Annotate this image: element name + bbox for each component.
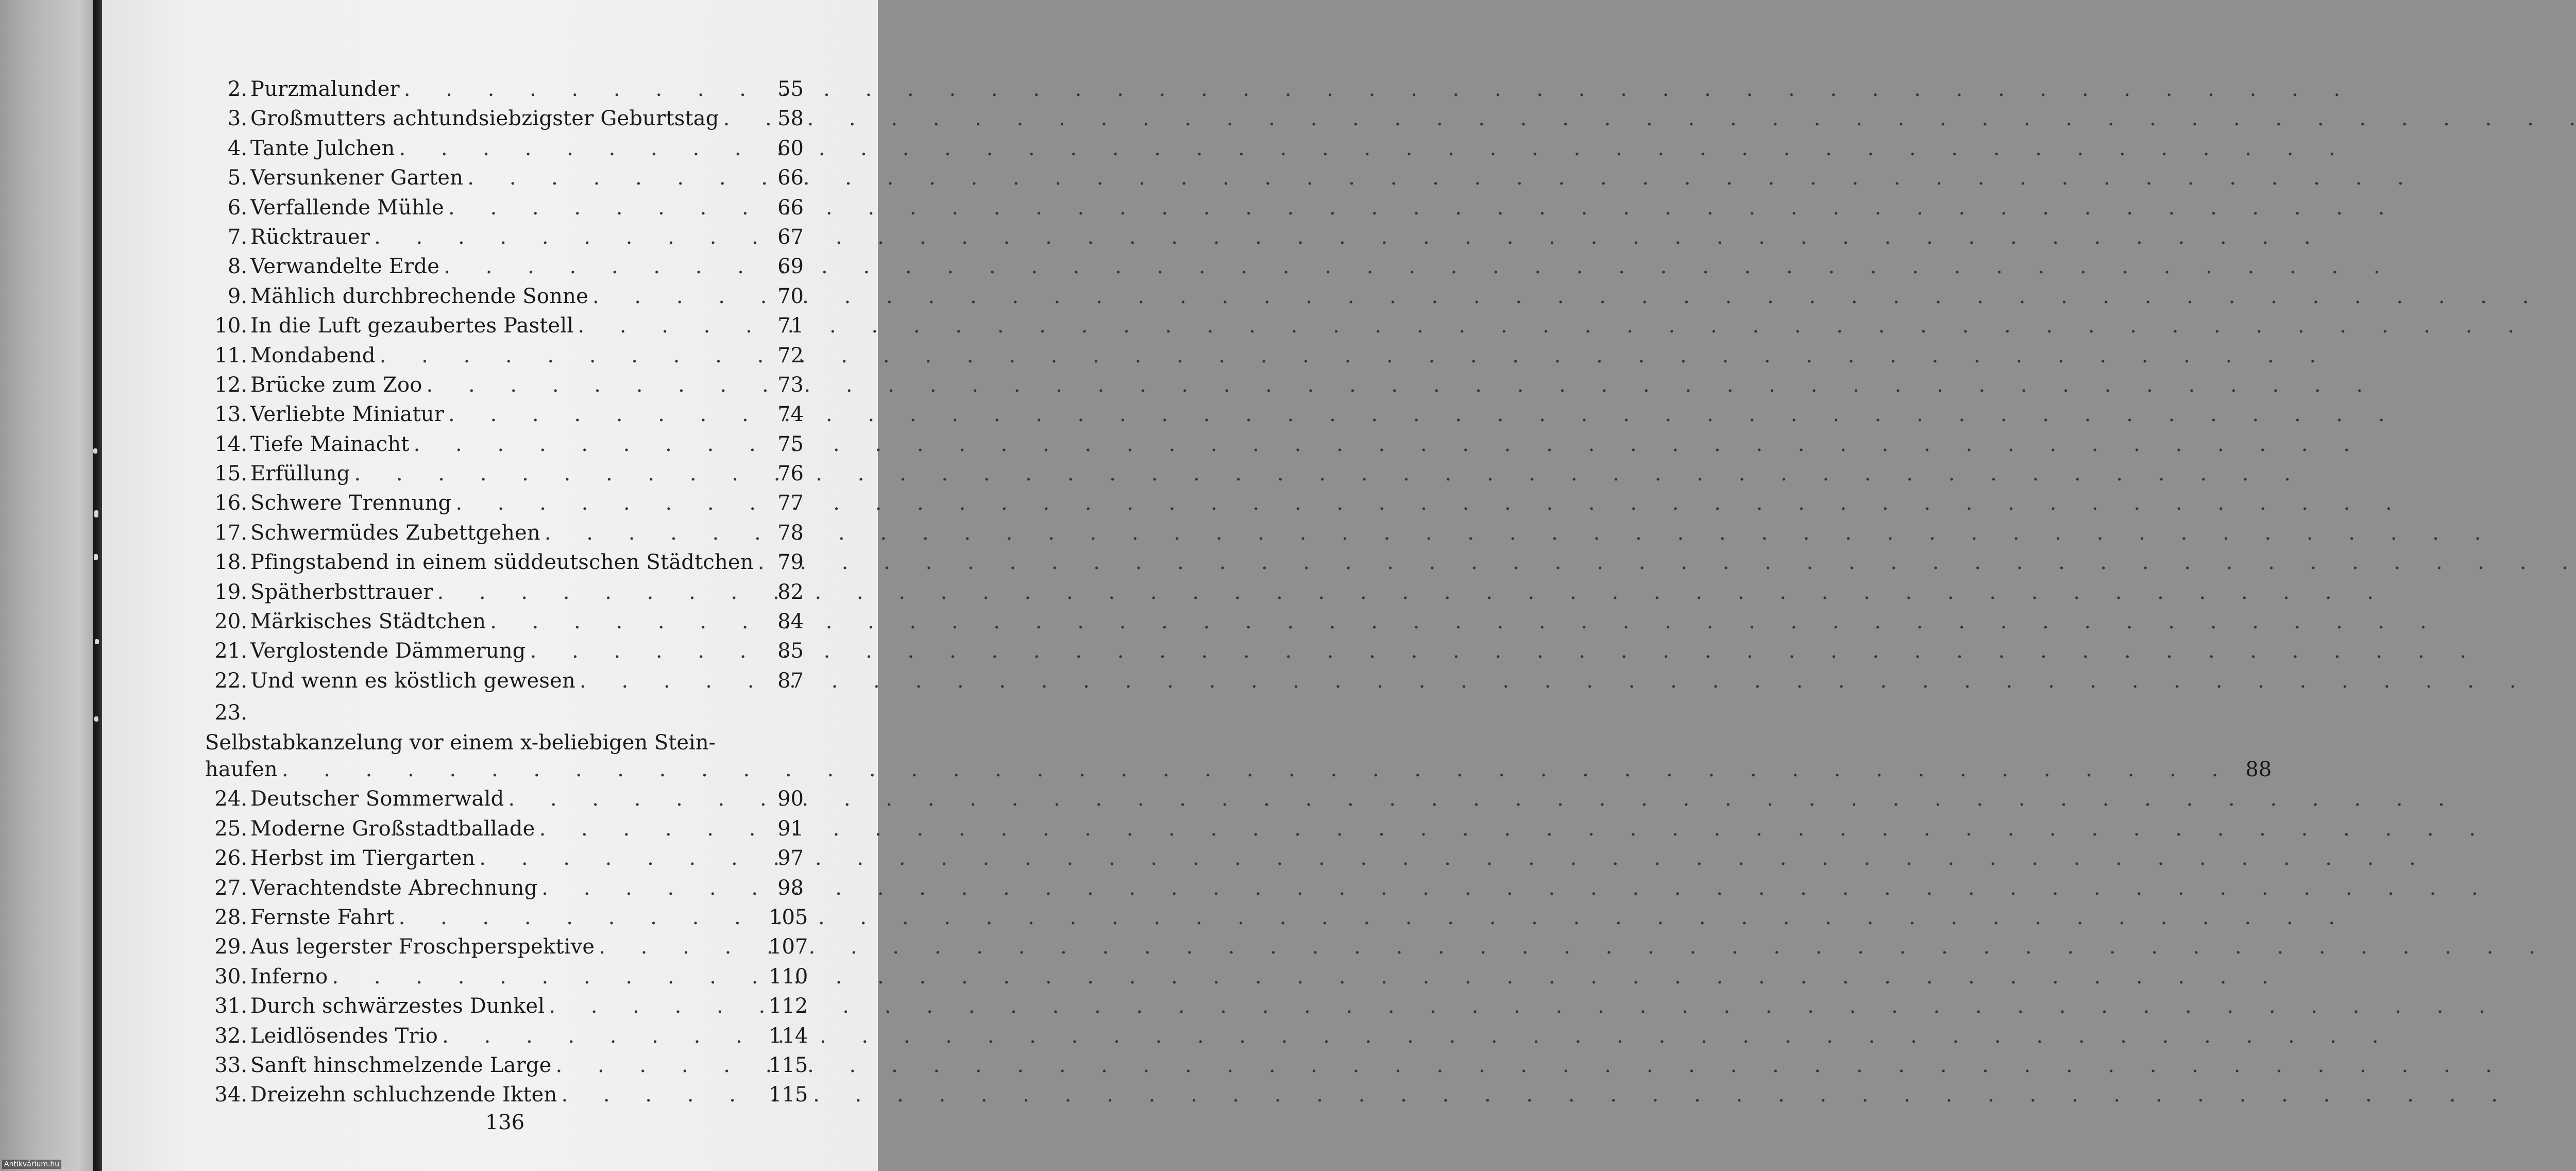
toc-entry-number: 29.: [214, 935, 247, 959]
dot-leader: [562, 1083, 765, 1107]
dot-leader: [578, 314, 765, 338]
toc-entry-title: Brücke zum Zoo: [250, 373, 422, 397]
spine-mark: [95, 639, 99, 644]
table-of-contents: [205, 77, 2272, 1113]
dot-leader: [332, 965, 765, 989]
toc-entry-title: Herbst im Tiergarten: [250, 846, 476, 871]
toc-entry-page: 105: [769, 905, 808, 929]
toc-entry-number: 33.: [214, 1053, 247, 1077]
toc-entry: [205, 403, 804, 432]
toc-entry-title: Schwermüdes Zubettgehen: [250, 521, 540, 545]
toc-entry: [205, 285, 804, 314]
toc-entry-title: Tante Julchen: [250, 136, 395, 160]
toc-entry-page: 76: [777, 462, 804, 486]
toc-entry: [205, 1053, 808, 1083]
toc-entry: [205, 580, 804, 610]
toc-entry: [205, 698, 2272, 787]
toc-entry-title: Großmutters achtundsiebzigster Geburtstag: [250, 107, 719, 131]
toc-entry-number: 3.: [227, 107, 247, 131]
toc-entry-title: Rücktrauer: [250, 225, 370, 249]
toc-entry-number: 27.: [214, 876, 247, 900]
dot-leader: [556, 1053, 765, 1077]
toc-entry-page: 115: [769, 1083, 808, 1107]
dot-leader: [549, 994, 765, 1018]
toc-entry-number: 21.: [214, 639, 247, 663]
toc-entry: [205, 935, 808, 964]
toc-entry: [205, 521, 804, 550]
toc-entry-number: 14.: [214, 432, 247, 456]
toc-entry: [205, 137, 804, 166]
toc-entry-page: 97: [777, 846, 804, 871]
toc-entry-title: Märkisches Städtchen: [250, 610, 486, 634]
toc-entry-page: 73: [777, 373, 804, 397]
dot-leader: [442, 1024, 765, 1048]
dot-leader: [404, 77, 765, 101]
toc-entry-page: 88: [2245, 757, 2272, 781]
dot-leader: [414, 432, 765, 456]
toc-entry-number: 18.: [214, 550, 247, 575]
toc-entry-title: Dreizehn schluchzende Ikten: [250, 1083, 557, 1107]
toc-entry-page: 112: [769, 994, 808, 1018]
toc-entry-title: Und wenn es köstlich gewesen: [250, 668, 575, 693]
watermark: Antikvárium.hu: [2, 1160, 61, 1169]
toc-entry-number: 30.: [214, 964, 247, 989]
toc-entry-title: Leidlösendes Trio: [250, 1024, 438, 1048]
toc-entry-number: 20.: [214, 610, 247, 634]
dot-leader: [399, 137, 765, 160]
toc-entry-title: Mählich durchbrechende Sonne: [250, 284, 588, 308]
toc-entry: [205, 994, 808, 1024]
toc-entry-page: 66: [777, 195, 804, 220]
toc-entry-title: Verliebte Miniatur: [250, 403, 445, 427]
dot-leader: [444, 255, 765, 278]
toc-entry: [205, 787, 804, 816]
dot-leader: [592, 285, 765, 308]
toc-entry-number: 9.: [227, 284, 247, 308]
toc-entry-title: Verglostende Dämmerung: [250, 639, 526, 663]
toc-entry-title: Verachtendste Abrechnung: [250, 876, 538, 900]
toc-entry: [205, 225, 804, 255]
toc-entry-page: 60: [777, 136, 804, 160]
dot-leader: [467, 166, 765, 190]
toc-entry-number: 6.: [227, 195, 247, 220]
toc-entry: [205, 964, 808, 994]
toc-entry-title: Inferno: [250, 964, 328, 989]
toc-entry-title: Selbstabkanzelung vor einem x-beliebigen Stein-: [205, 730, 716, 755]
toc-entry: [205, 314, 804, 343]
dot-leader: [399, 906, 765, 929]
toc-entry: [205, 107, 804, 136]
toc-entry-page: 77: [777, 491, 804, 515]
toc-entry-number: 24.: [214, 787, 247, 811]
toc-entry: [205, 344, 804, 373]
toc-entry-page: 91: [777, 816, 804, 841]
toc-entry-title: In die Luft gezaubertes Pastell: [250, 314, 574, 338]
toc-entry-page: 55: [777, 77, 804, 101]
dot-leader: [380, 344, 765, 367]
toc-entry-number: 26.: [214, 846, 247, 871]
toc-entry-number: 7.: [227, 225, 247, 249]
toc-entry-number: 28.: [214, 905, 247, 929]
toc-entry-page: 110: [769, 964, 808, 989]
toc-entry-number: 11.: [214, 343, 247, 367]
spine-mark: [94, 716, 98, 722]
toc-entry-number: 25.: [214, 816, 247, 841]
toc-entry: [205, 1024, 808, 1053]
toc-entry: [205, 462, 804, 491]
toc-entry-title: Verfallende Mühle: [250, 195, 445, 220]
toc-entry-title: Pfingstabend in einem süddeutschen Städtchen: [250, 550, 754, 575]
dot-leader: [599, 935, 765, 959]
toc-entry-number: 16.: [214, 491, 247, 515]
spine-mark: [94, 510, 98, 517]
dot-leader: [490, 610, 765, 633]
dot-leader: [539, 817, 765, 841]
toc-entry-title: Sanft hinschmelzende Large: [250, 1053, 552, 1077]
toc-entry-number: 15.: [214, 462, 247, 486]
toc-entry-page: 66: [777, 166, 804, 190]
toc-entry-title: Spätherbsttrauer: [250, 580, 433, 604]
toc-entry-title: Aus legerster Froschperspektive: [250, 935, 595, 959]
toc-entry: [205, 166, 804, 195]
dot-leader: [448, 196, 765, 220]
toc-entry-page: 107: [769, 935, 808, 959]
toc-entry: [205, 373, 804, 403]
toc-entry-page: 67: [777, 225, 804, 249]
toc-entry: [205, 817, 804, 846]
dot-leader: [541, 876, 765, 900]
toc-entry: [205, 905, 808, 935]
dot-leader: [545, 521, 765, 545]
toc-entry: [205, 876, 804, 906]
toc-entry-number: 34.: [214, 1083, 247, 1107]
toc-entry-number: 5.: [227, 166, 247, 190]
toc-entry-page: 58: [777, 107, 804, 131]
toc-entry-title: Schwere Trennung: [250, 491, 452, 515]
toc-entry-number: 31.: [214, 994, 247, 1018]
toc-entry: [205, 491, 804, 521]
toc-entry-title: Purzmalunder: [250, 77, 400, 101]
dot-leader: [758, 550, 765, 574]
toc-entry: [205, 77, 804, 107]
toc-entry-number: 2.: [227, 77, 247, 101]
dot-leader: [374, 225, 765, 249]
toc-entry-number: 17.: [214, 521, 247, 545]
toc-entry-number: 19.: [214, 580, 247, 604]
toc-entry-page: 71: [777, 314, 804, 338]
toc-entry-page: 85: [777, 639, 804, 663]
toc-entry-page: 72: [777, 343, 804, 367]
page-number: 136: [485, 1111, 525, 1134]
toc-entry-number: 13.: [214, 403, 247, 427]
toc-entry-page: 78: [777, 521, 804, 545]
spine-mark: [93, 448, 97, 454]
spine-mark: [94, 554, 98, 560]
toc-entry-title: Tiefe Mainacht: [250, 432, 410, 456]
dot-leader: [354, 462, 765, 486]
toc-entry-page: 98: [777, 876, 804, 900]
toc-entry: [205, 255, 804, 284]
toc-entry-page: 69: [777, 255, 804, 279]
toc-entry-title: Mondabend: [250, 343, 376, 367]
toc-entry-page: 82: [777, 580, 804, 604]
toc-entry-title: Moderne Großstadtballade: [250, 816, 535, 841]
toc-entry-page: 114: [769, 1024, 808, 1048]
toc-entry: [205, 846, 804, 876]
toc-entry-title: Fernste Fahrt: [250, 905, 395, 929]
toc-entry-page: 74: [777, 403, 804, 427]
toc-entry-number: 8.: [227, 255, 247, 279]
toc-entry-title-continued: haufen: [205, 757, 278, 781]
toc-entry-number: 10.: [214, 314, 247, 338]
toc-entry-page: 75: [777, 432, 804, 456]
toc-entry-page: 79: [777, 550, 804, 575]
toc-entry-page: 70: [777, 284, 804, 308]
toc-entry: [205, 669, 804, 698]
toc-entry-title: Deutscher Sommerwald: [250, 787, 504, 811]
dot-leader: [530, 639, 765, 663]
dot-leader: [479, 846, 765, 870]
toc-entry-number: 12.: [214, 373, 247, 397]
dot-leader: [427, 373, 765, 397]
toc-entry-number: 23.: [214, 701, 247, 725]
toc-entry: [205, 432, 804, 462]
dot-leader: [580, 669, 765, 693]
toc-entry-title: Verwandelte Erde: [250, 255, 440, 279]
toc-entry-title: Durch schwärzestes Dunkel: [250, 994, 545, 1018]
dot-leader: [455, 491, 765, 515]
toc-entry: [205, 639, 804, 668]
toc-entry-page: 87: [777, 668, 804, 693]
toc-entry-title: Versunkener Garten: [250, 166, 464, 190]
toc-entry-page: 90: [777, 787, 804, 811]
toc-entry-number: 4.: [227, 136, 247, 160]
dot-leader: [448, 403, 765, 426]
toc-entry: [205, 610, 804, 639]
toc-entry-page: 84: [777, 610, 804, 634]
toc-entry-title: Erfüllung: [250, 462, 350, 486]
dot-leader: [723, 107, 765, 130]
toc-entry: [205, 1083, 808, 1112]
toc-entry-number: 22.: [214, 668, 247, 693]
toc-entry-page: 115: [769, 1053, 808, 1077]
toc-entry-number: 32.: [214, 1024, 247, 1048]
adjacent-page: [0, 0, 93, 1171]
dot-leader: [437, 580, 765, 604]
toc-entry: [205, 196, 804, 225]
dot-leader: [508, 787, 765, 811]
toc-entry: [205, 550, 804, 580]
dot-leader: [282, 758, 2232, 781]
book-spine: [93, 0, 102, 1171]
